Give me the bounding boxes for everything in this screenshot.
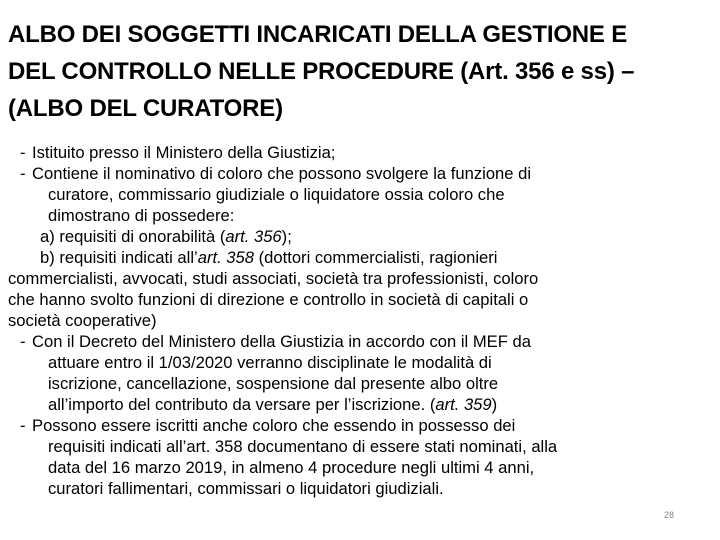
bullet-4-line-4: curatori fallimentari, commissari o liquidatori giudiziali.	[48, 479, 444, 498]
sub-item-b-end: (dottori commercialisti, ragionieri	[254, 248, 498, 267]
bullet-dash: -	[20, 332, 26, 351]
sub-item-b-text: b) requisiti indicati all’	[40, 248, 198, 267]
title-line-1: ALBO DEI SOGGETTI INCARICATI DELLA GESTIONE E	[8, 21, 628, 48]
bullet-2-line-2: curatore, commissario giudiziale o liquidatore ossia coloro che	[48, 185, 505, 204]
sub-item-a	[8, 226, 708, 247]
bullet-4-line-2: requisiti indicati all’art. 358 documentano di essere stati nominati, alla	[48, 437, 558, 456]
law-reference: art. 358	[197, 248, 254, 267]
bullet-4-line-3: data del 16 marzo 2019, in almeno 4 procedure negli ultimi 4 anni,	[48, 458, 535, 477]
bullet-3-end: )	[491, 395, 498, 414]
bullet-4-line-1	[8, 415, 708, 436]
bullet-1	[8, 142, 708, 163]
sub-item-b-line-2: commercialisti, avvocati, studi associati, società tra professionisti, coloro	[8, 269, 539, 288]
bullet-2-line-3: dimostrano di possedere:	[48, 206, 235, 225]
bullet-text: Possono essere iscritti anche coloro che essendo in possesso dei	[32, 416, 516, 435]
slide-title	[8, 16, 713, 127]
bullet-dash: -	[20, 164, 26, 183]
page-number: 28	[664, 510, 675, 520]
title-line-2: DEL CONTROLLO NELLE PROCEDURE (Art. 356 e ss) –	[8, 58, 635, 85]
sub-item-a-text: a) requisiti di onorabilità (	[40, 227, 226, 246]
bullet-text: Contiene il nominativo di coloro che possono svolgere la funzione di	[32, 164, 532, 183]
bullet-2-line-1	[8, 163, 708, 184]
bullet-text: Con il Decreto del Ministero della Giustizia in accordo con il MEF da	[32, 332, 531, 351]
sub-item-b-line-4: società cooperative)	[8, 311, 157, 330]
law-reference: art. 356	[225, 227, 282, 246]
sub-item-b-line-3: che hanno svolto funzioni di direzione e controllo in società di capitali o	[8, 290, 529, 309]
bullet-3-text: all’importo del contributo da versare per l’iscrizione. (	[48, 395, 436, 414]
bullet-3-line-4	[8, 394, 708, 415]
bullet-text: Istituito presso il Ministero della Giustizia;	[32, 143, 336, 162]
slide-body	[8, 142, 708, 499]
bullet-dash: -	[20, 143, 26, 162]
title-line-3: (ALBO DEL CURATORE)	[8, 95, 283, 122]
bullet-dash: -	[20, 416, 26, 435]
law-reference: art. 359	[435, 395, 492, 414]
bullet-3-line-2: attuare entro il 1/03/2020 verranno disciplinate le modalità di	[48, 353, 492, 372]
sub-item-b-line-1	[8, 247, 708, 268]
sub-item-a-end: );	[281, 227, 292, 246]
bullet-3-line-1	[8, 331, 708, 352]
bullet-3-line-3: iscrizione, cancellazione, sospensione dal presente albo oltre	[48, 374, 499, 393]
